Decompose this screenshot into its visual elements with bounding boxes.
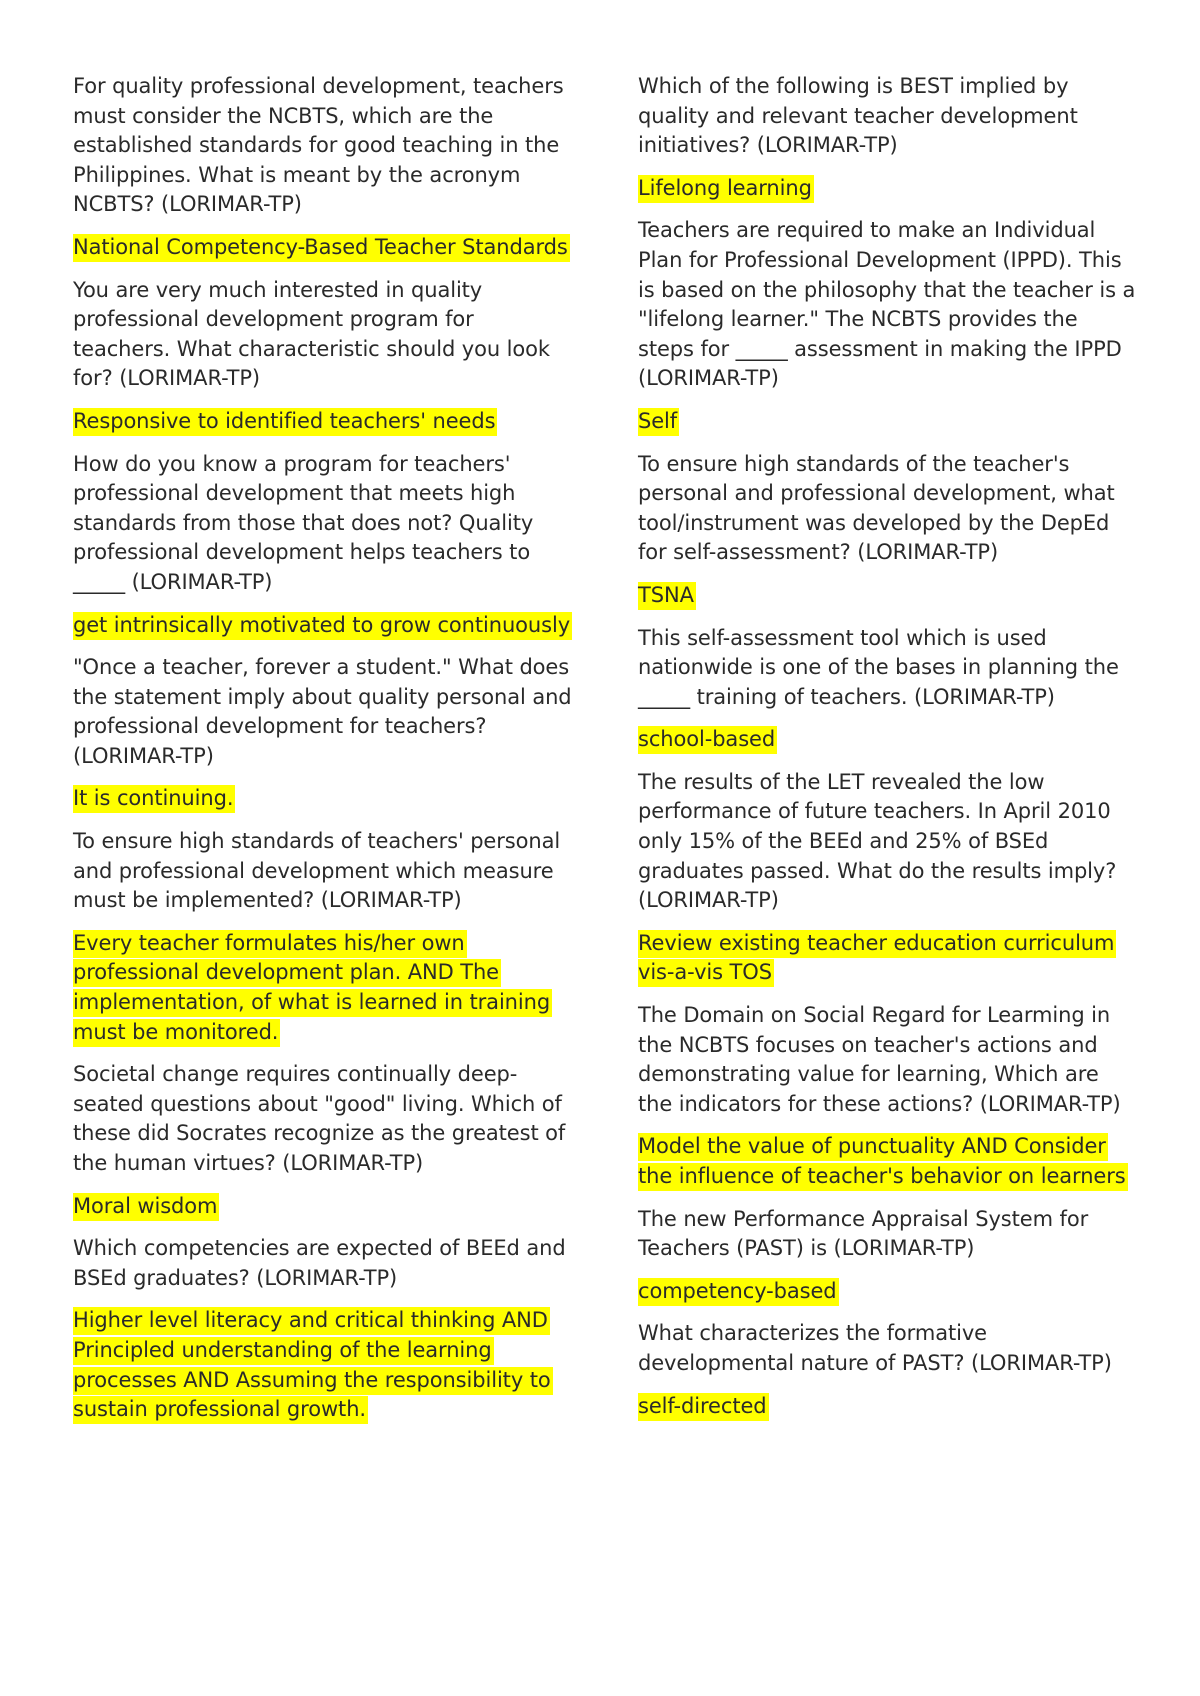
right-column xyxy=(638,72,1138,1434)
question-text: To ensure high standards of teachers' personal and professional development which measure must be implemented? (LORIMAR-TP) xyxy=(73,829,561,913)
qa-item xyxy=(638,216,1138,436)
question-text: To ensure high standards of the teacher's personal and professional development, what tool/instrument was developed by the DepEd for self-assessment? (LORIMAR-TP) xyxy=(638,451,1115,565)
qa-item xyxy=(638,624,1138,755)
answer-highlight xyxy=(638,174,1138,204)
answer-text: Lifelong learning xyxy=(638,175,814,203)
question-text: The new Performance Appraisal System for Teachers (PAST) is (LORIMAR-TP) xyxy=(638,1206,1089,1261)
answer-highlight xyxy=(73,929,573,1047)
answer-highlight xyxy=(638,581,1138,611)
answer-highlight xyxy=(73,407,573,437)
qa-item xyxy=(73,450,573,641)
question-text: What characterizes the formative developmental nature of PAST? (LORIMAR-TP) xyxy=(638,1321,1112,1375)
question-text: Which competencies are expected of BEEd and BSEd graduates? (LORIMAR-TP) xyxy=(73,1236,566,1290)
answer-text: school-based xyxy=(638,726,777,754)
question-text: The results of the LET revealed the low performance of future teachers. In April 2010 only 15% of the BEEd and 25% of BSEd graduates passed. What do the results imply? (LORIMAR-TP) xyxy=(638,769,1117,913)
answer-highlight xyxy=(73,784,573,814)
qa-item xyxy=(638,1319,1138,1421)
answer-text: Self xyxy=(638,408,679,436)
answer-text: Higher level literacy and critical thinking AND Principled understanding of the learning processes AND Assuming the responsibility to sustain professional growth. xyxy=(73,1307,553,1424)
answer-highlight xyxy=(638,725,1138,755)
answer-highlight xyxy=(638,1132,1138,1191)
answer-highlight xyxy=(638,1277,1138,1307)
question-text: How do you know a program for teachers' professional development that meets high standards from those that does not? Quality professional development helps teachers to _____ (LORIMAR-TP) xyxy=(73,451,534,594)
question-text: For quality professional development, teachers must consider the NCBTS, which are the established standards for good teaching in the Philippines. What is meant by the acronym NCBTS? (LORIMAR-TP) xyxy=(73,74,564,217)
answer-text: Review existing teacher education curriculum vis-a-vis TOS xyxy=(638,930,1116,988)
answer-text: Moral wisdom xyxy=(73,1193,219,1221)
answer-text: Model the value of punctuality AND Consider the influence of teacher's behavior on learners xyxy=(638,1133,1128,1191)
answer-highlight xyxy=(638,407,1138,437)
question-text: Societal change requires continually deep-seated questions about "good" living. Which of these did Socrates recognize as the greatest of the human virtues? (LORIMAR-TP) xyxy=(73,1062,566,1175)
answer-text: self-directed xyxy=(638,1393,769,1421)
question-text: This self-assessment tool which is used nationwide is one of the bases in planning the _____ training of teachers. (LORIMAR-TP) xyxy=(638,625,1119,709)
answer-text: It is continuing. xyxy=(73,785,235,813)
answer-text: competency-based xyxy=(638,1278,839,1306)
qa-item xyxy=(638,450,1138,611)
answer-highlight xyxy=(638,1392,1138,1422)
qa-item xyxy=(73,276,573,437)
qa-item xyxy=(638,72,1138,203)
answer-text: get intrinsically motivated to grow continuously xyxy=(73,612,572,640)
question-text: Which of the following is BEST implied by quality and relevant teacher development initiatives? (LORIMAR-TP) xyxy=(638,74,1078,158)
answer-text: Responsive to identified teachers' needs xyxy=(73,408,497,436)
qa-item xyxy=(638,1205,1138,1307)
answer-highlight xyxy=(73,611,573,641)
answer-highlight xyxy=(638,929,1138,988)
qa-item xyxy=(73,72,573,263)
question-text: "Once a teacher, forever a student." What does the statement imply about quality personal and professional development for teachers? (LORIMAR-TP) xyxy=(73,655,572,768)
question-text: Teachers are required to make an Individual Plan for Professional Development (IPPD). This is based on the philosophy that the teacher is a "lifelong learner." The NCBTS provides the steps for _____ assessment in making the IPPD (LORIMAR-TP) xyxy=(638,218,1136,391)
answer-highlight xyxy=(73,233,573,263)
qa-item xyxy=(638,768,1138,988)
question-text: You are very much interested in quality professional development program for teachers. What characteristic should you look for? (LORIMAR-TP) xyxy=(73,277,550,391)
left-column xyxy=(73,72,573,1438)
qa-item xyxy=(73,1234,573,1425)
answer-text: National Competency-Based Teacher Standards xyxy=(73,234,570,262)
qa-item xyxy=(638,1001,1138,1192)
answer-text: TSNA xyxy=(638,582,696,610)
answer-highlight xyxy=(73,1306,573,1424)
answer-text: Every teacher formulates his/her own professional development plan. AND The implementation, of what is learned in training must be monitored. xyxy=(73,930,552,1047)
question-text: The Domain on Social Regard for Learming in the NCBTS focuses on teacher's actions and demonstrating value for learning, Which are the indicators for these actions? (LORIMAR-TP) xyxy=(638,1003,1121,1116)
qa-item xyxy=(73,1060,573,1221)
answer-highlight xyxy=(73,1192,573,1222)
qa-item xyxy=(73,653,573,814)
qa-item xyxy=(73,827,573,1047)
